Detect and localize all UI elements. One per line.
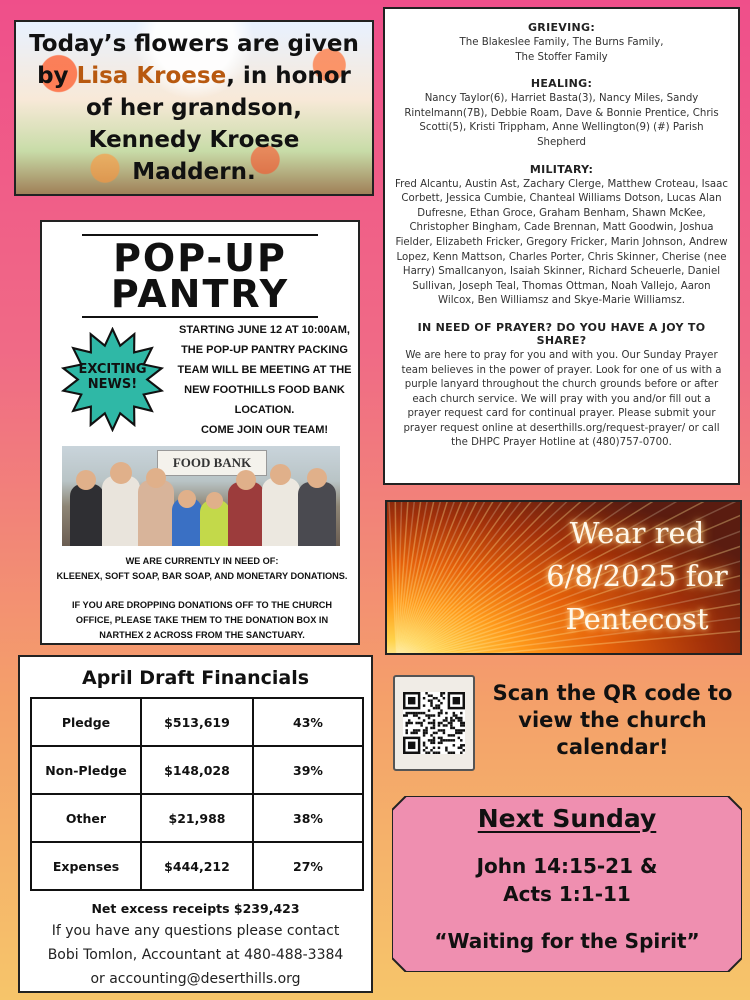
qr-code-card[interactable]	[393, 675, 475, 771]
military-heading: MILITARY:	[529, 162, 594, 176]
row-label: Non-Pledge	[31, 746, 141, 794]
qr-module	[438, 712, 440, 714]
qr-module	[428, 709, 430, 711]
qr-module	[453, 739, 455, 741]
qr-module	[440, 709, 442, 711]
qr-module	[450, 734, 452, 736]
qr-module	[463, 744, 465, 746]
qr-module	[413, 712, 415, 714]
row-amount: $513,619	[141, 698, 253, 746]
qr-module	[410, 712, 412, 714]
qr-module	[418, 717, 420, 719]
healing-text: Nancy Taylor(6), Harriet Basta(3), Nancy Miles, Sandy Rintelmann(7B), Debbie Roam, Dave & Bonnie Prentice, Chris Scotti(5), Kristi Trippham, Anne Wellington(9) (#) Parish Shepherd	[404, 93, 719, 148]
qr-module	[433, 752, 435, 754]
qr-module	[428, 717, 430, 719]
qr-module	[428, 722, 430, 724]
qr-module	[450, 727, 452, 729]
qr-module	[403, 714, 405, 716]
photo-head	[76, 470, 96, 490]
contact-line-2: Bobi Tomlon, Accountant at 480-488-3384	[47, 947, 344, 963]
qr-module	[423, 697, 425, 699]
qr-module	[448, 734, 450, 736]
qr-module	[438, 699, 440, 701]
qr-module	[405, 732, 407, 734]
qr-module	[453, 697, 460, 704]
qr-module	[413, 729, 415, 731]
qr-module	[440, 729, 442, 731]
qr-module	[443, 719, 445, 721]
qr-module	[435, 707, 437, 709]
qr-module	[433, 739, 435, 741]
healing-heading: HEALING:	[530, 77, 593, 91]
row-amount: $444,212	[141, 842, 253, 890]
photo-head	[206, 492, 223, 509]
row-label: Pledge	[31, 698, 141, 746]
qr-module	[455, 732, 457, 734]
qr-module	[450, 719, 452, 721]
qr-module	[423, 732, 425, 734]
exciting-news-label: EXCITING NEWS!	[78, 362, 147, 392]
qr-module	[418, 712, 420, 714]
table-row	[31, 842, 363, 890]
net-excess-receipts: Net excess receipts $239,423	[91, 901, 300, 916]
april-financials-panel	[18, 655, 373, 993]
qr-module	[428, 699, 430, 701]
qr-module	[425, 692, 427, 694]
qr-module	[453, 744, 455, 746]
table-row	[31, 698, 363, 746]
qr-module	[413, 714, 415, 716]
qr-module	[438, 729, 440, 731]
qr-module	[410, 732, 412, 734]
qr-module	[433, 742, 435, 744]
photo-person	[228, 482, 264, 546]
qr-module	[445, 747, 447, 749]
qr-module	[428, 739, 430, 741]
qr-module	[458, 732, 460, 734]
qr-module	[455, 714, 457, 716]
qr-module	[418, 729, 420, 731]
qr-module	[440, 737, 442, 739]
qr-module	[440, 692, 442, 694]
qr-module	[433, 724, 435, 726]
qr-module	[420, 724, 422, 726]
qr-module	[428, 694, 430, 696]
qr-module	[455, 717, 457, 719]
qr-module	[458, 719, 460, 721]
qr-module	[433, 732, 435, 734]
pantry-description	[177, 320, 352, 440]
qr-module	[443, 724, 445, 726]
pantry-description-text: STARTING JUNE 12 AT 10:00AM, THE POP-UP PANTRY PACKING TEAM WILL BE MEETING AT THE NEW FOOTHILLS FOOD BANK LOCATION.	[177, 324, 352, 416]
qr-module	[430, 699, 432, 701]
qr-module	[408, 719, 410, 721]
flowers-dedication-text	[26, 28, 362, 188]
qr-module	[428, 714, 430, 716]
qr-module	[430, 714, 432, 716]
qr-module	[448, 739, 450, 741]
qr-module	[435, 704, 437, 706]
qr-module	[445, 739, 447, 741]
qr-module	[405, 722, 407, 724]
contact-email[interactable]: or accounting@deserthills.org	[90, 971, 301, 987]
qr-module	[450, 739, 452, 741]
prayer-request-text: We are here to pray for you and with you. Our Sunday Prayer team believes in the power of prayer. Look for one of us with a purple lanyard throughout the church grounds before or after each church service. We will pray with you and/or fill out a prayer request card for continual prayer. Please submit your prayer request online at deserthills.org/request-prayer/ or call the DHPC Prayer Hotline at (480)757-0700.	[401, 349, 722, 449]
qr-module	[453, 719, 455, 721]
grieving-heading: GRIEVING:	[527, 21, 596, 34]
qr-module	[458, 717, 460, 719]
qr-module	[433, 714, 435, 716]
qr-module	[423, 704, 425, 706]
pantry-title: POP-UP PANTRY	[82, 234, 318, 318]
qr-module	[423, 719, 425, 721]
qr-module	[435, 732, 437, 734]
table-row	[31, 794, 363, 842]
qr-module	[438, 752, 440, 754]
qr-module	[438, 714, 440, 716]
contact-line-1: If you have any questions please contact	[51, 923, 340, 939]
photo-person	[70, 484, 104, 546]
qr-module	[460, 712, 462, 714]
qr-module	[445, 712, 447, 714]
qr-module	[433, 722, 435, 724]
photo-person	[262, 478, 300, 546]
row-label: Other	[31, 794, 141, 842]
qr-module	[415, 729, 417, 731]
pentecost-line-2: 6/8/2025 for	[546, 559, 728, 593]
qr-module	[438, 707, 440, 709]
qr-module	[453, 752, 455, 754]
row-percent: 27%	[253, 842, 363, 890]
qr-module	[458, 747, 460, 749]
qr-module	[405, 724, 407, 726]
qr-module	[430, 749, 432, 751]
qr-module	[460, 724, 462, 726]
photo-head	[307, 468, 327, 488]
row-percent: 43%	[253, 698, 363, 746]
qr-module	[463, 722, 465, 724]
qr-module	[425, 732, 427, 734]
qr-module	[433, 707, 435, 709]
prayer-request-heading: IN NEED OF PRAYER? DO YOU HAVE A JOY TO SHARE?	[417, 320, 706, 347]
qr-module	[443, 697, 445, 699]
flowers-pre: Today’s flowers are given by	[29, 31, 359, 89]
qr-module	[438, 722, 440, 724]
qr-module	[440, 702, 442, 704]
qr-module	[458, 729, 460, 731]
qr-module	[415, 722, 417, 724]
financials-title: April Draft Financials	[81, 667, 310, 689]
pantry-needs-items: KLEENEX, SOFT SOAP, BAR SOAP, AND MONETARY DONATIONS.	[56, 571, 348, 581]
qr-module	[425, 747, 427, 749]
qr-module	[433, 737, 435, 739]
reading-line-2: Acts 1:1-11	[503, 882, 631, 906]
row-percent: 39%	[253, 746, 363, 794]
qr-module	[430, 727, 432, 729]
qr-module	[430, 739, 432, 741]
qr-instructions: Scan the QR code to view the church calendar!	[492, 681, 733, 759]
qr-module	[445, 719, 447, 721]
qr-module	[443, 692, 445, 694]
qr-module	[460, 744, 462, 746]
photo-head	[146, 468, 166, 488]
qr-module	[460, 717, 462, 719]
qr-module	[423, 749, 425, 751]
photo-person	[298, 482, 336, 546]
qr-module	[450, 724, 452, 726]
next-sunday-title: Next Sunday	[477, 804, 657, 833]
qr-module	[415, 712, 417, 714]
qr-module	[453, 727, 455, 729]
qr-module	[408, 722, 410, 724]
qr-module	[423, 742, 425, 744]
pop-up-pantry-flyer	[40, 220, 360, 645]
row-percent: 38%	[253, 794, 363, 842]
qr-module	[430, 734, 432, 736]
qr-module	[453, 734, 455, 736]
military-text: Fred Alcantu, Austin Ast, Zachary Clerge, Matthew Croteau, Isaac Corbett, Jessica Cumbie, Chanteal Williams Dotson, Lucas Alan Dufresne, Ethan Groce, Graham Benham, Shawn McKee, Christopher Bingham, Cade Brennan, Matt Goodwin, Joshua Fielder, Elizabeth Fricker, Gregory Fricker, Marin Johnson, Andrew Lopez, Kenn Mattson, Charles Porter, Chris Skinner, Cherise (nee Harry) Smallcanyon, Isaiah Skinner, Richard Scheuerle, Daniel Sullivan, Joseph Teal, Thomas Ottman, Noah Vallejo, Aaron Wilcox, Ben Williamsz and Skye-Marie Williamsz.	[395, 178, 728, 307]
qr-code-icon[interactable]	[403, 692, 465, 754]
qr-module	[448, 752, 450, 754]
qr-module	[463, 724, 465, 726]
pantry-cta: COME JOIN OUR TEAM!	[200, 424, 329, 436]
qr-module	[460, 719, 462, 721]
qr-module	[430, 722, 432, 724]
financials-table	[30, 697, 364, 891]
qr-module	[425, 714, 427, 716]
volunteer-group-photo	[62, 446, 340, 546]
qr-module	[408, 712, 410, 714]
qr-module	[458, 737, 460, 739]
qr-module	[450, 722, 452, 724]
qr-module	[460, 722, 462, 724]
grieving-text: The Blakeslee Family, The Burns Family, The Stoffer Family	[459, 37, 664, 63]
qr-module	[433, 747, 435, 749]
sermon-title: “Waiting for the Spirit”	[434, 929, 700, 953]
food-bank-sign: FOOD BANK	[157, 450, 267, 476]
photo-person	[138, 480, 174, 546]
photo-head	[110, 462, 132, 484]
pentecost-banner	[385, 500, 742, 655]
pentecost-line-3: Pentecost	[565, 602, 709, 636]
qr-module	[425, 752, 427, 754]
qr-module	[423, 729, 425, 731]
flowers-donor-name: Lisa Kroese	[76, 63, 227, 89]
table-row	[31, 746, 363, 794]
photo-head	[178, 490, 196, 508]
qr-module	[425, 729, 427, 731]
qr-module	[438, 724, 440, 726]
qr-module	[408, 697, 415, 704]
qr-module	[420, 722, 422, 724]
qr-module	[463, 749, 465, 751]
qr-module	[438, 704, 440, 706]
qr-module	[445, 749, 447, 751]
qr-module	[430, 694, 432, 696]
qr-module	[423, 734, 425, 736]
financials-contact	[20, 919, 371, 991]
reading-line-1: John 14:15-21 &	[476, 854, 658, 878]
qr-module	[420, 712, 422, 714]
qr-module	[418, 722, 420, 724]
qr-module	[453, 712, 455, 714]
qr-module	[423, 744, 425, 746]
qr-module	[430, 742, 432, 744]
qr-module	[440, 739, 442, 741]
qr-module	[460, 739, 462, 741]
qr-module	[425, 727, 427, 729]
row-label: Expenses	[31, 842, 141, 890]
qr-module	[410, 722, 412, 724]
qr-module	[435, 697, 437, 699]
qr-module	[408, 742, 415, 749]
pantry-needs-heading: WE ARE CURRENTLY IN NEED OF:	[125, 556, 279, 566]
qr-module	[405, 712, 407, 714]
qr-module	[450, 717, 452, 719]
qr-module	[455, 729, 457, 731]
qr-module	[463, 729, 465, 731]
next-sunday-reading	[392, 852, 742, 908]
pentecost-banner-text	[537, 512, 737, 641]
qr-module	[440, 742, 442, 744]
next-sunday-card	[392, 796, 742, 972]
row-amount: $21,988	[141, 794, 253, 842]
qr-module	[448, 722, 450, 724]
qr-module	[433, 697, 435, 699]
qr-module	[445, 717, 447, 719]
qr-module	[438, 737, 440, 739]
qr-module	[415, 714, 417, 716]
qr-module	[460, 729, 462, 731]
qr-module	[430, 702, 432, 704]
prayer-list-panel	[383, 7, 740, 485]
qr-module	[423, 712, 425, 714]
flowers-post: .	[246, 159, 256, 185]
qr-module	[438, 747, 440, 749]
qr-module	[450, 752, 452, 754]
pantry-dropoff-text: IF YOU ARE DROPPING DONATIONS OFF TO THE CHURCH OFFICE, PLEASE TAKE THEM TO THE DONATION BOX IN NARTHEX 2 ACROSS FROM THE SANCTUARY.	[72, 600, 332, 640]
qr-module	[405, 714, 407, 716]
flowers-dedication-card	[14, 20, 374, 196]
qr-module	[460, 747, 462, 749]
flowers-honoree-name: Kennedy Kroese Maddern	[88, 127, 300, 185]
qr-module	[440, 694, 442, 696]
qr-module	[440, 712, 442, 714]
photo-head	[270, 464, 291, 485]
flowers-mid: , in honor of her grandson,	[86, 63, 351, 121]
qr-module	[443, 729, 445, 731]
qr-module	[415, 732, 417, 734]
qr-module	[428, 752, 430, 754]
qr-module	[430, 704, 432, 706]
qr-module	[440, 722, 442, 724]
qr-module	[443, 739, 445, 741]
qr-module	[438, 742, 440, 744]
qr-module	[443, 732, 445, 734]
pantry-needs	[54, 554, 350, 643]
photo-person	[102, 476, 140, 546]
qr-module	[453, 714, 455, 716]
qr-module	[445, 724, 447, 726]
qr-module	[433, 719, 435, 721]
qr-module	[435, 752, 437, 754]
pentecost-line-1: Wear red	[569, 516, 705, 550]
qr-module	[460, 732, 462, 734]
qr-module	[433, 727, 435, 729]
qr-module	[413, 732, 415, 734]
row-amount: $148,028	[141, 746, 253, 794]
qr-module	[405, 729, 407, 731]
qr-module	[460, 752, 462, 754]
photo-head	[236, 470, 256, 490]
